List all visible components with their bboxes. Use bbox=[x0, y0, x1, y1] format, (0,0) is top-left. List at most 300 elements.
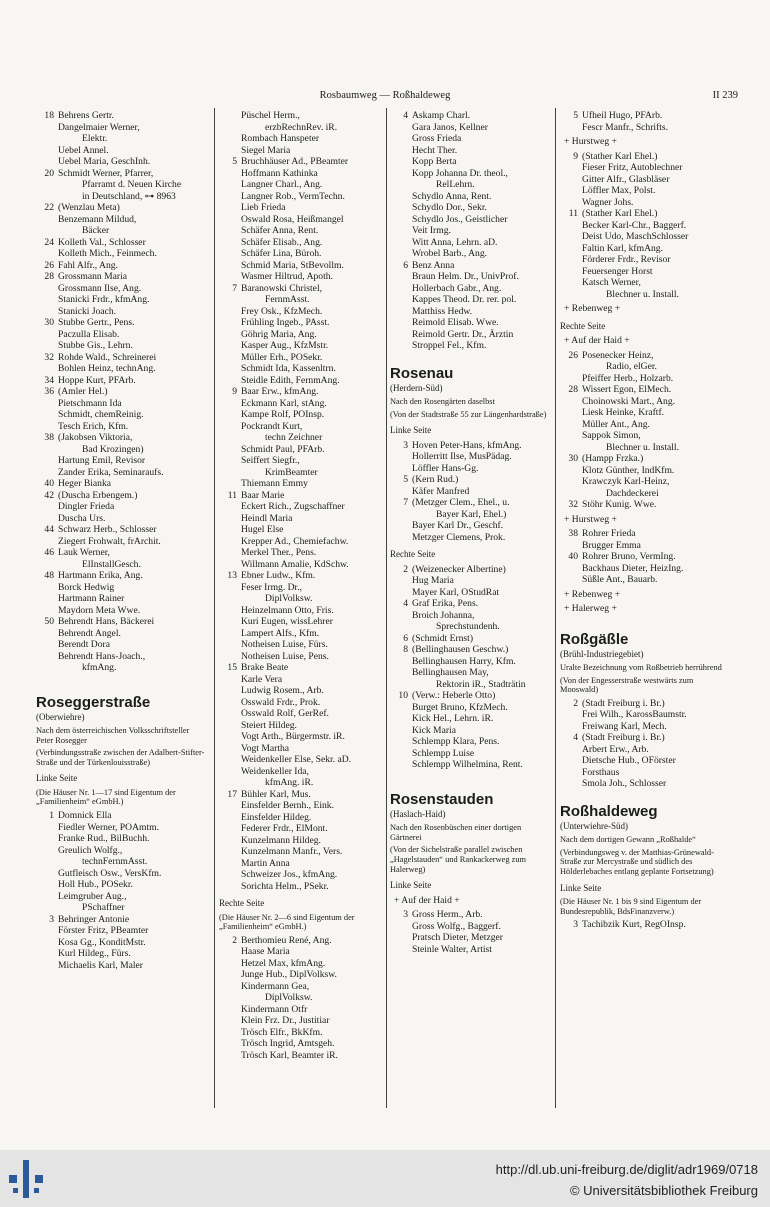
house-number: 17 bbox=[227, 788, 237, 800]
resident-line: Blechner u. Install. bbox=[606, 441, 679, 453]
resident-line: Wagner Johs. bbox=[582, 196, 634, 208]
house-number: 26 bbox=[568, 349, 578, 361]
resident-name: Behringer Antonie bbox=[58, 913, 130, 925]
house-entry bbox=[560, 698, 730, 710]
street-note: (Verbindungsweg v. der Matthias-Grünewald-Straße zur Mercystraße und südlich des Hölderlebaches entlang geplante Fortsetzung) bbox=[560, 847, 714, 877]
resident-line: Ziegert Frohwalt, frArchit. bbox=[58, 535, 161, 547]
resident-line: Duscha Urs. bbox=[58, 512, 106, 524]
house-entry bbox=[560, 110, 730, 122]
resident-line: Merkel Ther., Pens. bbox=[241, 547, 317, 558]
cross-street-marker: + Halerweg + bbox=[564, 603, 617, 614]
resident-line: Pfeiffer Herb., Holzarb. bbox=[582, 372, 674, 384]
resident-line: Bayer Karl, Ehel.) bbox=[436, 508, 507, 520]
house-number: 32 bbox=[568, 499, 578, 510]
column-2 bbox=[219, 110, 383, 1061]
house-entry bbox=[219, 789, 383, 801]
resident-line: Reimold Gertr. Dr., Ärztin bbox=[412, 328, 514, 340]
house-entry bbox=[390, 633, 552, 645]
resident-line: Einsfelder Bernh., Eink. bbox=[241, 800, 334, 811]
house-number: 48 bbox=[44, 570, 54, 581]
resident-line: Krepper Ad., Chemiefachw. bbox=[241, 535, 349, 547]
resident-line: Fiedler Werner, POAmtm. bbox=[58, 821, 159, 833]
house-entry bbox=[36, 810, 208, 822]
house-number: 26 bbox=[44, 259, 54, 271]
house-entry bbox=[560, 384, 730, 396]
resident-line: Schweizer Jos., kfmAng. bbox=[241, 869, 338, 880]
library-logo-icon bbox=[9, 1160, 43, 1198]
resident-line: kfmAng. iR. bbox=[265, 777, 314, 788]
street-note: (Von der Engesserstraße westwärts zum Mooswald) bbox=[560, 675, 694, 695]
house-entry bbox=[390, 110, 552, 122]
resident-line: Klotz Günther, IndKfm. bbox=[582, 464, 675, 476]
resident-line: Fescr Manfr., Schrifts. bbox=[582, 121, 669, 133]
house-entry bbox=[560, 732, 730, 744]
resident-line: Veit Irmg. bbox=[412, 225, 451, 236]
resident-name: Rohrer Bruno, VermIng. bbox=[582, 551, 676, 562]
resident-line: Tesch Erich, Kfm. bbox=[58, 420, 129, 432]
resident-name: (Metzger Clem., Ehel., u. bbox=[412, 497, 510, 509]
resident-line: Kick Hel., Lehrn. iR. bbox=[412, 713, 494, 725]
resident-line: Käfer Manfred bbox=[412, 485, 470, 497]
house-entry bbox=[390, 690, 552, 702]
resident-line: erzbRechnRev. iR. bbox=[265, 121, 338, 133]
house-entry bbox=[36, 168, 208, 180]
house-entry bbox=[36, 524, 208, 536]
house-number: 10 bbox=[398, 690, 408, 702]
resident-line: Löffler Hans-Gg. bbox=[412, 462, 479, 474]
side-label: Linke Seite bbox=[36, 773, 78, 784]
resident-name: Grossmann Maria bbox=[58, 271, 128, 282]
resident-line: Bohlen Heinz, technAng. bbox=[58, 363, 156, 374]
column-3 bbox=[390, 110, 552, 955]
resident-line: Süßle Ant., Bauarb. bbox=[582, 574, 658, 585]
resident-line: Feser Irmg. Dr., bbox=[241, 581, 303, 593]
resident-name: Hartmann Erika, Ang. bbox=[58, 570, 143, 581]
resident-line: Bad Krozingen) bbox=[82, 443, 144, 455]
resident-name: Ebner Ludw., Kfm. bbox=[241, 570, 316, 581]
resident-line: Metzger Clemens, Prok. bbox=[412, 531, 506, 543]
resident-line: Pockrandt Kurt, bbox=[241, 420, 303, 432]
resident-name: Askamp Charl. bbox=[412, 110, 471, 121]
resident-line: Kopp Johanna Dr. theol., bbox=[412, 167, 508, 179]
resident-line: Gross Frieda bbox=[412, 133, 462, 144]
house-number: 1 bbox=[49, 810, 54, 822]
resident-line: Schäfer Elisab., Ang. bbox=[241, 236, 323, 248]
house-entry bbox=[219, 386, 383, 398]
resident-line: Siegel Maria bbox=[241, 144, 291, 156]
house-number: 30 bbox=[568, 453, 578, 464]
page-number: II 239 bbox=[712, 90, 738, 101]
house-entry bbox=[560, 350, 730, 362]
resident-line: Pratsch Dieter, Metzger bbox=[412, 932, 503, 944]
resident-line: Kasper Aug., KfzMstr. bbox=[241, 340, 329, 351]
resident-line: Trösch Elfr., BkKfm. bbox=[241, 1026, 323, 1038]
house-number: 5 bbox=[573, 110, 578, 121]
street-note: Nach dem österreichischen Volksschriftsteller Peter Rosegger bbox=[36, 726, 190, 745]
resident-name: (Duscha Erbengem.) bbox=[58, 489, 138, 501]
street-heading: Roseggerstraße bbox=[36, 693, 151, 711]
house-entry bbox=[36, 432, 208, 444]
resident-line: Federer Frdr., ElMont. bbox=[241, 823, 328, 834]
resident-line: Bellinghausen Harry, Kfm. bbox=[412, 655, 516, 667]
resident-line: Dietsche Hub., OFörster bbox=[582, 755, 676, 767]
resident-line: Weidenkeller Else, Sekr. aD. bbox=[241, 754, 352, 765]
house-number: 24 bbox=[44, 236, 54, 248]
resident-line: Schlempp Wilhelmina, Rent. bbox=[412, 759, 523, 771]
resident-line: Förster Fritz, PBeamter bbox=[58, 925, 149, 937]
resident-line: Stubbe Gis., Lehrn. bbox=[58, 340, 133, 351]
spacer bbox=[390, 771, 552, 778]
resident-line: Freiwang Karl, Mech. bbox=[582, 720, 667, 732]
house-entry bbox=[36, 478, 208, 490]
resident-name: (Stather Karl Ehel.) bbox=[582, 208, 658, 219]
resident-name: Behrendt Hans, Bäckerei bbox=[58, 616, 155, 627]
house-entry bbox=[390, 644, 552, 656]
resident-line: Hartung Emil, Revisor bbox=[58, 455, 146, 466]
resident-line: Hollerbach Gabr., Ang. bbox=[412, 282, 502, 294]
house-entry bbox=[36, 260, 208, 272]
resident-line: Langner Charl., Ang. bbox=[241, 179, 323, 190]
resident-line: Kindermann Otfr bbox=[241, 1003, 308, 1015]
resident-name: Lauk Werner, bbox=[58, 547, 110, 558]
resident-name: (Stather Karl Ehel.) bbox=[582, 150, 658, 162]
page-header bbox=[0, 90, 770, 106]
resident-line: Backhaus Dieter, HeizIng. bbox=[582, 562, 684, 574]
resident-line: Haase Maria bbox=[241, 946, 290, 958]
house-entry bbox=[390, 598, 552, 610]
house-number: 2 bbox=[403, 563, 408, 575]
resident-line: Braun Helm. Dr., UnivProf. bbox=[412, 271, 519, 282]
resident-line: Blechner u. Install. bbox=[606, 288, 679, 300]
house-number: 4 bbox=[403, 598, 408, 610]
resident-name: (Schmidt Ernst) bbox=[412, 632, 474, 644]
resident-line: Liesk Heinke, Kraftf. bbox=[582, 407, 665, 418]
resident-line: Notheisen Luise, Pens. bbox=[241, 650, 329, 662]
resident-line: Oswald Rosa, Heißmangel bbox=[241, 213, 344, 225]
house-number: 11 bbox=[568, 208, 578, 219]
resident-name: Bruchhäuser Ad., PBeamter bbox=[241, 156, 349, 167]
resident-line: Witt Anna, Lehrn. aD. bbox=[412, 236, 498, 248]
resident-line: Dachdeckerei bbox=[606, 487, 659, 499]
resident-name: (Hampp Frzka.) bbox=[582, 453, 644, 464]
resident-line: Behrendt Hans-Joach., bbox=[58, 650, 146, 662]
resident-line: Kunzelmann Manfr., Vers. bbox=[241, 846, 343, 857]
resident-name: Stubbe Gertr., Pens. bbox=[58, 317, 135, 328]
resident-line: Elektr. bbox=[82, 133, 108, 144]
resident-line: Junge Hub., DiplVolksw. bbox=[241, 969, 337, 981]
resident-line: Schäfer Lina, Büroh. bbox=[241, 248, 322, 259]
resident-line: Bäcker bbox=[82, 225, 110, 236]
resident-line: in Deutschland, ⊶ 8963 bbox=[82, 190, 176, 202]
resident-name: (Amler Hel.) bbox=[58, 386, 108, 397]
resident-line: Behrendt Angel. bbox=[58, 627, 121, 639]
house-number: 40 bbox=[44, 478, 54, 489]
resident-line: Burget Bruno, KfzMech. bbox=[412, 701, 508, 713]
side-label: Linke Seite bbox=[390, 880, 432, 891]
house-number: 13 bbox=[227, 570, 237, 581]
resident-line: Trösch Karl, Beamter iR. bbox=[241, 1049, 338, 1061]
resident-line: Schmidt Ida, Kassenltrn. bbox=[241, 363, 336, 374]
house-entry bbox=[560, 453, 730, 465]
spacer bbox=[390, 778, 552, 785]
resident-line: Weidenkeller Ida, bbox=[241, 765, 309, 777]
resident-line: ElInstallGesch. bbox=[82, 558, 141, 570]
resident-line: Hetzel Max, kfmAng. bbox=[241, 957, 326, 969]
resident-line: Bayer Karl Dr., Geschf. bbox=[412, 520, 504, 532]
house-entry bbox=[219, 935, 383, 947]
resident-line: Leimgruber Aug., bbox=[58, 890, 127, 902]
house-number: 28 bbox=[44, 271, 54, 282]
resident-line: Schäfer Anna, Rent. bbox=[241, 225, 319, 236]
house-number: 3 bbox=[49, 913, 54, 925]
resident-line: Stroppel Fel., Kfm. bbox=[412, 340, 487, 351]
resident-line: Martin Anna bbox=[241, 857, 290, 869]
resident-line: Frei Wilh., KarossBaumstr. bbox=[582, 709, 687, 721]
resident-line: Kuri Eugen, wissLehrer bbox=[241, 616, 333, 627]
house-number: 5 bbox=[232, 156, 237, 167]
copyright-notice: © Universitätsbibliothek Freiburg bbox=[569, 1183, 758, 1198]
house-number: 36 bbox=[44, 386, 54, 397]
resident-line: Langner Rob., VermTechn. bbox=[241, 190, 345, 202]
side-label: Rechte Seite bbox=[219, 898, 265, 908]
resident-line: Sappok Simon, bbox=[582, 430, 641, 441]
resident-line: Faltin Karl, kfmAng. bbox=[582, 242, 664, 254]
resident-line: Einsfelder Hildeg. bbox=[241, 811, 312, 823]
resident-name: (Verw.: Heberle Otto) bbox=[412, 690, 496, 702]
house-number: 22 bbox=[44, 202, 54, 213]
street-heading: Rosenau bbox=[390, 364, 454, 382]
resident-line: Broich Johanna, bbox=[412, 609, 475, 621]
resident-line: Hecht Ther. bbox=[412, 144, 458, 156]
column-4 bbox=[560, 110, 730, 931]
resident-line: Klein Frz. Dr., Justitiar bbox=[241, 1015, 330, 1027]
house-number: 28 bbox=[568, 384, 578, 395]
resident-line: Gutfleisch Osw., VersKfm. bbox=[58, 867, 162, 879]
resident-name: Baar Marie bbox=[241, 489, 285, 501]
spacer bbox=[560, 790, 730, 797]
house-number: 5 bbox=[403, 474, 408, 486]
resident-line: Püschel Herm., bbox=[241, 110, 300, 121]
resident-line: Gara Janos, Kellner bbox=[412, 121, 488, 133]
resident-line: Schydlo Jos., Geistlicher bbox=[412, 213, 508, 225]
house-entry bbox=[36, 490, 208, 502]
resident-name: (Bellinghausen Geschw.) bbox=[412, 644, 509, 656]
resident-line: Borck Hedwig bbox=[58, 581, 115, 593]
house-entry bbox=[390, 564, 552, 576]
house-entry bbox=[36, 375, 208, 387]
house-number: 2 bbox=[573, 697, 578, 709]
column-rule bbox=[386, 108, 387, 1108]
resident-line: Trösch Ingrid, Amtsgeh. bbox=[241, 1038, 335, 1050]
spacer bbox=[560, 618, 730, 625]
house-number: 4 bbox=[573, 732, 578, 744]
resident-line: Feuersenger Horst bbox=[582, 265, 653, 277]
resident-line: Kolleth Mich., Feinmech. bbox=[58, 248, 157, 259]
resident-line: Rektorin iR., Stadträtin bbox=[436, 678, 526, 690]
resident-line: Wrobel Barb., Ang. bbox=[412, 248, 488, 259]
house-number: 42 bbox=[44, 489, 54, 501]
resident-name: (Kern Rud.) bbox=[412, 474, 459, 486]
resident-name: Rohrer Frieda bbox=[582, 528, 636, 539]
resident-line: Müller Erh., POSekr. bbox=[241, 351, 323, 363]
resident-name: Gross Herm., Arb. bbox=[412, 909, 483, 921]
resident-line: Seiffert Siegfr., bbox=[241, 455, 300, 466]
resident-line: Bellinghausen May, bbox=[412, 667, 489, 679]
resident-line: Hug Maria bbox=[412, 575, 454, 587]
resident-line: Vogt Arth., Bürgermstr. iR. bbox=[241, 731, 345, 742]
resident-line: Karle Vera bbox=[241, 673, 283, 685]
street-heading: Roßhaldeweg bbox=[560, 802, 658, 820]
resident-line: Deist Udo, MaschSchlosser bbox=[582, 231, 689, 242]
resident-line: Dangelmaier Werner, bbox=[58, 121, 140, 133]
resident-line: Lampert Alfs., Kfm. bbox=[241, 627, 320, 639]
resident-line: Zander Erika, Seminaraufs. bbox=[58, 466, 164, 478]
resident-line: Hollerritt Ilse, MusPädag. bbox=[412, 451, 512, 463]
street-note: Nach den Rosenbüschen einer dortigen Gärtnerei bbox=[390, 823, 522, 842]
cross-street-marker: + Hurstweg + bbox=[564, 136, 617, 147]
resident-line: Steidle Edith, FernmAng. bbox=[241, 374, 340, 386]
resident-name: Wissert Egon, ElMech. bbox=[582, 384, 672, 395]
resident-line: Lieb Frieda bbox=[241, 202, 286, 213]
house-entry bbox=[219, 662, 383, 674]
street-note: Nach dem dortigen Gewann „Roßhalde“ bbox=[560, 835, 696, 845]
cross-street-marker: + Auf der Haid + bbox=[394, 894, 460, 906]
house-entry bbox=[390, 909, 552, 921]
resident-name: Rohde Wald., Schreinerei bbox=[58, 351, 157, 363]
house-entry bbox=[36, 202, 208, 214]
resident-line: Hugel Else bbox=[241, 524, 284, 535]
house-entry bbox=[36, 547, 208, 559]
house-number: 38 bbox=[44, 432, 54, 443]
resident-line: Paczulla Elisab. bbox=[58, 328, 120, 340]
resident-line: Schmidt Paul, PFArb. bbox=[241, 443, 325, 455]
side-label: Rechte Seite bbox=[390, 549, 436, 560]
house-number: 32 bbox=[44, 351, 54, 363]
resident-name: (Stadt Freiburg i. Br.) bbox=[582, 697, 665, 709]
resident-name: Heger Bianka bbox=[58, 478, 112, 489]
resident-line: Hoffmann Kathinka bbox=[241, 167, 318, 179]
house-number: 50 bbox=[44, 616, 54, 627]
house-number: 3 bbox=[403, 439, 408, 451]
house-number: 8 bbox=[403, 644, 408, 656]
resident-name: Hoven Peter-Hans, kfmAng. bbox=[412, 439, 522, 451]
resident-line: Schlempp Luise bbox=[412, 747, 475, 759]
resident-line: Michaelis Karl, Maler bbox=[58, 959, 143, 971]
street-note: (Die Häuser Nr. 1 bis 9 sind Eigentum der Bundesrepublik, BdsFinanzverw.) bbox=[560, 897, 702, 916]
street-note: Uralte Bezeichnung vom Roßbetrieb herrührend bbox=[560, 663, 722, 672]
resident-line: Kosa Gg., KonditMstr. bbox=[58, 936, 146, 948]
house-number: 9 bbox=[573, 150, 578, 162]
house-entry bbox=[36, 914, 208, 926]
district-label: (Brühl-Industriegebiet) bbox=[560, 648, 644, 659]
district-label: (Oberwiehre) bbox=[36, 711, 85, 722]
house-number: 44 bbox=[44, 524, 54, 535]
resident-line: Choinowski Mart., Ang. bbox=[582, 395, 676, 407]
house-number: 34 bbox=[44, 374, 54, 386]
spacer bbox=[36, 681, 208, 688]
house-entry bbox=[36, 386, 208, 398]
resident-line: Kunzelmann Hildeg. bbox=[241, 834, 321, 846]
resident-line: Schydlo Dor., Sekr. bbox=[412, 202, 487, 213]
resident-line: Becker Karl-Chr., Baggerf. bbox=[582, 219, 687, 231]
resident-line: Kick Maria bbox=[412, 724, 456, 736]
street-note: (Die Häuser Nr. 1—17 sind Eigentum der „Familienheim“ eGmbH.) bbox=[36, 787, 176, 807]
district-label: (Haslach-Haid) bbox=[390, 808, 446, 819]
source-url[interactable]: http://dl.ub.uni-freiburg.de/diglit/adr1969/0718 bbox=[495, 1162, 758, 1177]
resident-line: Pfarramt d. Neuen Kirche bbox=[82, 179, 182, 190]
resident-line: Greulich Wolfg., bbox=[58, 844, 123, 856]
house-entry bbox=[560, 208, 730, 220]
house-number: 46 bbox=[44, 547, 54, 558]
house-number: 11 bbox=[227, 489, 237, 501]
house-entry bbox=[560, 499, 730, 511]
resident-line: Gross Wolfg., Baggerf. bbox=[412, 920, 501, 932]
house-entry bbox=[36, 110, 208, 122]
resident-line: Uebel Maria, GeschInh. bbox=[58, 156, 151, 167]
resident-line: Osswald Rolf, GerRef. bbox=[241, 708, 329, 719]
resident-line: Brugger Emma bbox=[582, 539, 641, 551]
resident-line: Ludwig Rosem., Arb. bbox=[241, 685, 324, 696]
resident-name: Bühler Karl, Mus. bbox=[241, 788, 311, 800]
resident-line: KrimBeamter bbox=[265, 466, 318, 478]
resident-line: Franke Rud., BilBuchh. bbox=[58, 833, 150, 845]
house-entry bbox=[219, 490, 383, 502]
resident-line: Kurl Hildeg., Fürs. bbox=[58, 948, 131, 960]
house-number: 9 bbox=[232, 386, 237, 397]
resident-line: Schlempp Klara, Pens. bbox=[412, 736, 500, 748]
street-heading: Roßgäßle bbox=[560, 630, 629, 648]
house-entry bbox=[390, 260, 552, 272]
house-number: 3 bbox=[403, 909, 408, 921]
resident-name: Schwarz Herb., Schlosser bbox=[58, 524, 157, 535]
resident-line: Rombach Hanspeter bbox=[241, 133, 320, 144]
house-entry bbox=[36, 237, 208, 249]
side-label: Rechte Seite bbox=[560, 320, 606, 331]
resident-line: Katsch Werner, bbox=[582, 277, 641, 288]
resident-name: Fahl Alfr., Ang. bbox=[58, 259, 118, 271]
street-note: Nach den Rosengärten daselbst bbox=[390, 397, 495, 406]
resident-line: Smola Joh., Schlosser bbox=[582, 778, 667, 790]
resident-name: Domnick Ella bbox=[58, 810, 112, 822]
house-entry bbox=[560, 919, 730, 931]
resident-line: Grossmann Ilse, Ang. bbox=[58, 282, 142, 294]
resident-line: Fieser Fritz, Autoblechner bbox=[582, 162, 683, 173]
resident-line: kfmAng. bbox=[82, 662, 117, 673]
resident-line: Forsthaus bbox=[582, 766, 620, 778]
street-note: (Die Häuser Nr. 2—6 sind Eigentum der „Familienheim“ eGmbH.) bbox=[219, 912, 355, 932]
district-label: (Unterwiehre-Süd) bbox=[560, 820, 628, 831]
resident-line: Förderer Frdr., Revisor bbox=[582, 254, 671, 265]
resident-line: Steiert Hildeg. bbox=[241, 719, 297, 731]
resident-line: Berendt Dora bbox=[58, 639, 110, 650]
resident-line: RelLehrn. bbox=[436, 179, 475, 190]
footer-bar bbox=[0, 1150, 770, 1207]
house-entry bbox=[560, 528, 730, 540]
resident-line: Schydlo Anna, Rent. bbox=[412, 190, 492, 202]
resident-name: Stöhr Kunig. Wwe. bbox=[582, 499, 657, 510]
resident-line: Dingler Frieda bbox=[58, 501, 115, 512]
house-entry bbox=[219, 156, 383, 168]
resident-name: Kolleth Val., Schlosser bbox=[58, 236, 146, 248]
house-entry bbox=[390, 497, 552, 509]
resident-line: FernmAsst. bbox=[265, 294, 310, 305]
house-entry bbox=[36, 616, 208, 628]
house-number: 15 bbox=[227, 662, 237, 673]
house-number: 7 bbox=[232, 282, 237, 294]
street-note: (Von der Sichelstraße parallel zwischen „Hagelstauden“ und Rankackerweg zum Halerweg) bbox=[390, 845, 527, 874]
resident-line: Göhrig Maria, Ang. bbox=[241, 328, 317, 340]
resident-line: Steinle Walter, Artist bbox=[412, 943, 492, 955]
